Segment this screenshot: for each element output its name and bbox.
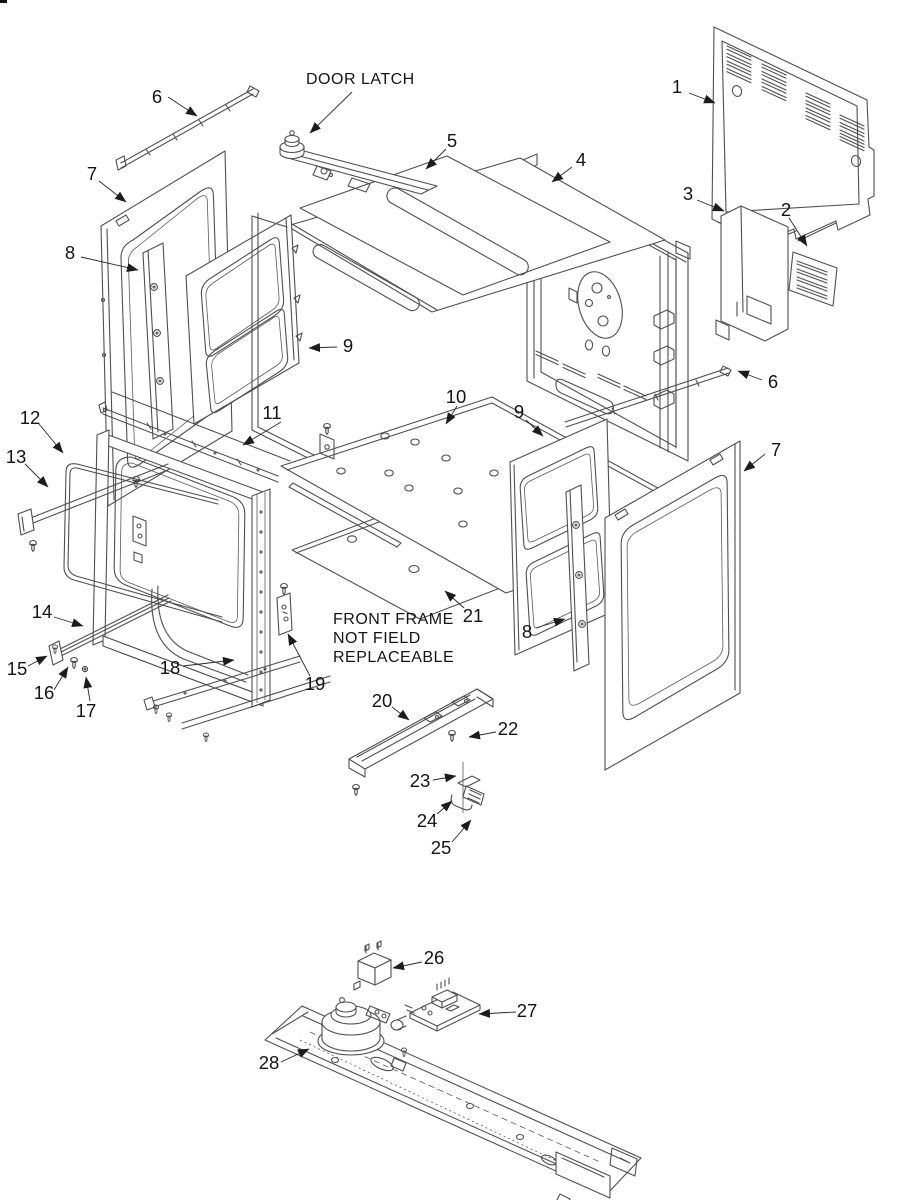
callout-label: 15 bbox=[6, 658, 28, 679]
front-frame-note-line2: NOT FIELD bbox=[333, 630, 421, 647]
scan-corner-mark bbox=[0, 0, 7, 3]
callout-label: 27 bbox=[516, 1000, 538, 1021]
part-12-wire-frame bbox=[64, 464, 222, 622]
front-frame-note-line3: REPLACEABLE bbox=[333, 649, 455, 666]
callout-16 bbox=[34, 667, 68, 703]
callout-label: 9 bbox=[513, 401, 525, 422]
callout-label: 9 bbox=[342, 335, 354, 356]
door-latch-note: DOOR LATCH bbox=[306, 71, 415, 88]
door-latch-assembly bbox=[280, 131, 437, 194]
callout-4 bbox=[552, 149, 586, 182]
part-2-vent-grille bbox=[789, 252, 837, 306]
callout-label: 18 bbox=[159, 657, 181, 678]
callout-17 bbox=[76, 677, 97, 721]
callout-20 bbox=[372, 690, 409, 720]
callout-label: 4 bbox=[575, 149, 587, 170]
callout-label: 10 bbox=[445, 386, 467, 407]
part-20-channel-rail bbox=[349, 689, 493, 777]
callout-label: 5 bbox=[446, 130, 458, 151]
callout-door-latch bbox=[306, 71, 415, 133]
motor bbox=[318, 998, 390, 1055]
callout-label: 12 bbox=[19, 407, 41, 428]
callout-15 bbox=[7, 656, 47, 679]
callout-26 bbox=[393, 947, 444, 968]
callout-label: 7 bbox=[86, 163, 98, 184]
callout-label: 11 bbox=[262, 402, 282, 423]
part-26-switch bbox=[354, 941, 391, 990]
callout-1 bbox=[672, 76, 715, 103]
fasteners-15-16-17 bbox=[71, 658, 88, 672]
callout-label: 2 bbox=[780, 199, 792, 220]
callout-label: 19 bbox=[304, 673, 326, 694]
part-27-control-board bbox=[391, 978, 480, 1031]
callout-14 bbox=[32, 601, 83, 626]
callout-23 bbox=[410, 770, 456, 791]
callout-label: 6 bbox=[767, 371, 779, 392]
callout-label: 20 bbox=[371, 690, 393, 711]
callout-label: 8 bbox=[521, 621, 533, 642]
callout-label: 24 bbox=[416, 810, 438, 831]
front-frame-note-line1: FRONT FRAME bbox=[333, 611, 454, 628]
callout-label: 14 bbox=[31, 601, 53, 622]
callout-7-right bbox=[744, 439, 781, 471]
callout-label: 28 bbox=[258, 1052, 280, 1073]
part-3-side-duct bbox=[716, 206, 788, 341]
callout-11 bbox=[243, 402, 282, 445]
callout-label: 25 bbox=[430, 837, 452, 858]
callout-label: 22 bbox=[497, 718, 519, 739]
callout-13 bbox=[6, 446, 48, 487]
callout-6-top-left bbox=[152, 86, 197, 116]
callout-27 bbox=[479, 1000, 537, 1021]
callout-label: 7 bbox=[770, 439, 782, 460]
callout-label: 8 bbox=[64, 242, 76, 263]
callout-22 bbox=[469, 718, 518, 739]
callout-28 bbox=[259, 1049, 309, 1073]
callout-24 bbox=[417, 801, 452, 831]
front-frame-note bbox=[333, 611, 454, 666]
callout-9-left bbox=[309, 335, 353, 356]
part-6-top-rail bbox=[116, 86, 259, 170]
callout-label: 13 bbox=[5, 446, 27, 467]
callout-label: 6 bbox=[151, 86, 163, 107]
callout-label: 16 bbox=[33, 682, 55, 703]
callout-label: 21 bbox=[462, 605, 484, 626]
callout-label: 26 bbox=[423, 947, 445, 968]
clip-23-24-25 bbox=[451, 762, 484, 813]
callout-label: 23 bbox=[409, 770, 431, 791]
callout-label: 3 bbox=[682, 183, 694, 204]
callout-label: 1 bbox=[671, 76, 683, 97]
callout-label: 17 bbox=[75, 700, 97, 721]
callout-6-right bbox=[738, 371, 778, 392]
part-19-latch-bracket bbox=[277, 584, 292, 636]
